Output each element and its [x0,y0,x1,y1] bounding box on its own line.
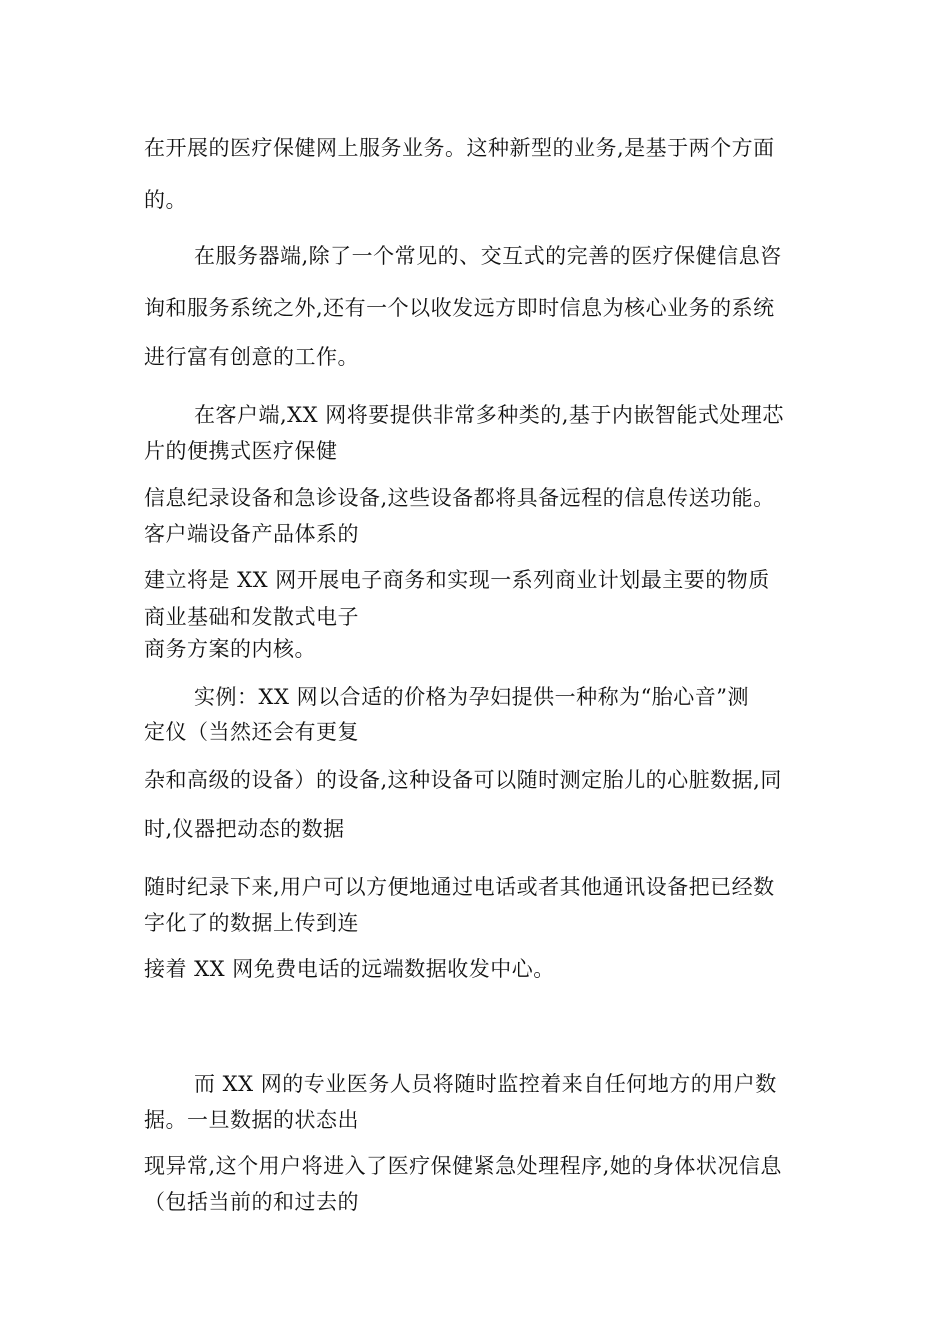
text-line: 建立将是 XX 网开展电子商务和实现一系列商业计划最主要的物质 [144,568,770,592]
text-line: 接着 XX 网免费电话的远端数据收发中心。 [144,957,555,981]
text-line: 的。 [144,188,187,212]
text-line: 信息纪录设备和急诊设备,这些设备都将具备远程的信息传送功能。 [144,486,775,510]
text-line: 在开展的医疗保健网上服务业务。这种新型的业务,是基于两个方面 [144,136,775,160]
text-line: 现异常,这个用户将进入了医疗保健紧急处理程序,她的身体状况信息 [144,1154,782,1178]
text-line: 实例：XX 网以合适的价格为孕妇提供一种称为“胎心音”测 [194,685,750,709]
text-line: 随时纪录下来,用户可以方便地通过电话或者其他通讯设备把已经数 [144,875,775,899]
text-line: 杂和高级的设备）的设备,这种设备可以随时测定胎儿的心脏数据,同 [144,768,782,792]
text-line: 而 XX 网的专业医务人员将随时监控着来自任何地方的用户数 [194,1072,777,1096]
text-line: 客户端设备产品体系的 [144,522,359,546]
text-line: 商业基础和发散式电子 [144,605,359,629]
text-line: 据。一旦数据的状态出 [144,1108,359,1132]
text-line: 片的便携式医疗保健 [144,439,338,463]
text-line: 时,仪器把动态的数据 [144,817,345,841]
text-line: 询和服务系统之外,还有一个以收发远方即时信息为核心业务的系统 [144,296,775,320]
text-line: 商务方案的内核。 [144,637,316,661]
text-line: 在客户端,XX 网将要提供非常多种类的,基于内嵌智能式处理芯 [194,403,784,427]
text-line: （包括当前的和过去的 [144,1190,359,1214]
text-line: 在服务器端,除了一个常见的、交互式的完善的医疗保健信息咨 [194,244,782,268]
text-line: 进行富有创意的工作。 [144,345,359,369]
text-line: 字化了的数据上传到连 [144,911,359,935]
text-line: 定仪（当然还会有更复 [144,720,359,744]
